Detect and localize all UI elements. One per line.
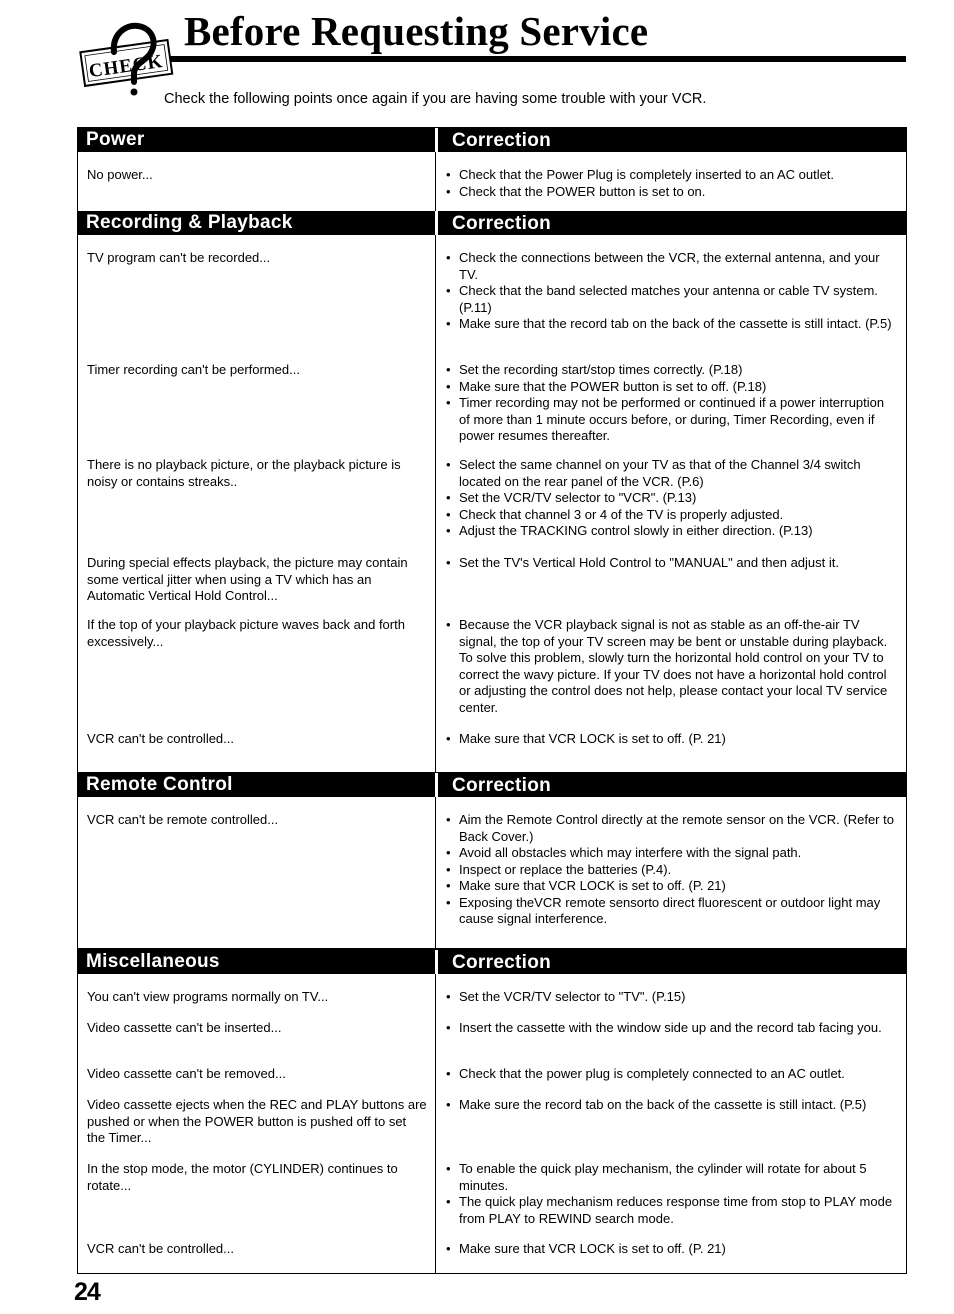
correction-list — [446, 1241, 898, 1258]
miscellaneous-table — [77, 949, 907, 1274]
column-divider — [435, 152, 436, 212]
correction-item: • Adjust the TRACKING control slowly in either direction. (P.13) — [446, 523, 898, 540]
correction-item: • Make sure the record tab on the back of the cassette is still intact. (P.5) — [446, 1097, 898, 1114]
problem-text: Video cassette can't be removed... — [87, 1066, 286, 1081]
power-table — [77, 127, 907, 213]
correction-item: • Select the same channel on your TV as that of the Channel 3/4 switch located on the rear panel of the VCR. (P.6) — [446, 457, 898, 490]
problem-text: In the stop mode, the motor (CYLINDER) continues to rotate... — [87, 1161, 398, 1193]
problem-text: No power... — [87, 167, 153, 182]
correction-item: • Check that the Power Plug is completely inserted to an AC outlet. — [446, 167, 898, 184]
correction-list — [446, 555, 898, 572]
correction-list — [446, 812, 898, 928]
problem-text: Timer recording can't be performed... — [87, 362, 300, 377]
problem-text: During special effects playback, the picture may contain some vertical jitter when using a TV which has an Automatic Vertical Hold Control... — [87, 555, 408, 603]
correction-list — [446, 617, 898, 716]
correction-item: • Check that channel 3 or 4 of the TV is properly adjusted. — [446, 507, 898, 524]
correction-item: • Exposing theVCR remote sensorto direct fluorescent or outdoor light may cause signal interference. — [446, 895, 898, 928]
correction-item: • Because the VCR playback signal is not as stable as an off-the-air TV signal, the top of your TV screen may be bent or unstable during playback. To solve this problem, slowly turn the horizontal hold control on your TV to correct the wavy picture. If your TV does not have a horizontal hold control or adjusting the control does not help, please contact your local TV service center. — [446, 617, 898, 716]
title-underline — [170, 56, 906, 62]
recording-playback-table — [77, 211, 907, 774]
problem-text: VCR can't be controlled... — [87, 731, 234, 746]
check-logo-icon — [76, 16, 178, 98]
section-heading-remote-control: Remote Control — [86, 774, 233, 795]
power-body — [78, 152, 906, 212]
correction-list — [446, 1066, 898, 1083]
correction-heading: Correction — [435, 211, 906, 235]
remote-control-table — [77, 772, 907, 949]
correction-item: • Set the recording start/stop times correctly. (P.18) — [446, 362, 898, 379]
miscellaneous-header — [78, 950, 906, 974]
correction-list — [446, 731, 898, 748]
page-title: Before Requesting Service — [184, 8, 649, 54]
problem-text: TV program can't be recorded... — [87, 250, 271, 265]
correction-list — [446, 989, 898, 1006]
problem-text: Video cassette can't be inserted... — [87, 1020, 282, 1035]
column-divider — [435, 235, 436, 773]
column-divider — [435, 974, 436, 1273]
correction-heading: Correction — [435, 773, 906, 797]
correction-item: • Check that the power plug is completely connected to an AC outlet. — [446, 1066, 898, 1083]
correction-item: • Check the connections between the VCR, the external antenna, and your TV. — [446, 250, 898, 283]
page-number: 24 — [74, 1278, 100, 1306]
correction-item: • Make sure that VCR LOCK is set to off. (P. 21) — [446, 731, 898, 748]
remote-control-header — [78, 773, 906, 797]
problem-text: If the top of your playback picture waves back and forth excessively... — [87, 617, 405, 649]
correction-item: • Set the VCR/TV selector to "TV". (P.15) — [446, 989, 898, 1006]
correction-item: • Make sure that the record tab on the back of the cassette is still intact. (P.5) — [446, 316, 898, 333]
correction-item: • Insert the cassette with the window side up and the record tab facing you. — [446, 1020, 898, 1037]
correction-item: • To enable the quick play mechanism, the cylinder will rotate for about 5 minutes. — [446, 1161, 898, 1194]
column-divider — [435, 797, 436, 948]
correction-list — [446, 250, 898, 333]
recording-playback-header — [78, 211, 906, 235]
correction-list — [446, 1161, 898, 1227]
correction-item: • Make sure that VCR LOCK is set to off. (P. 21) — [446, 878, 898, 895]
correction-list — [446, 457, 898, 540]
correction-list — [446, 167, 898, 200]
miscellaneous-body — [78, 974, 906, 1273]
correction-item: • Timer recording may not be performed or continued if a power interruption of more than 1 minute occurs before, or during, Timer Recording, even if power resumes thereafter. — [446, 395, 898, 445]
recording-playback-body — [78, 235, 906, 773]
correction-item: • Aim the Remote Control directly at the remote sensor on the VCR. (Refer to Back Cover.) — [446, 812, 898, 845]
problem-text: Video cassette ejects when the REC and PLAY buttons are pushed or when the POWER button is pushed off to set the Timer... — [87, 1097, 427, 1145]
correction-list — [446, 1020, 898, 1037]
correction-item: • Check that the band selected matches your antenna or cable TV system. (P.11) — [446, 283, 898, 316]
correction-heading: Correction — [435, 950, 906, 974]
problem-text: VCR can't be controlled... — [87, 1241, 234, 1256]
correction-item: • Inspect or replace the batteries (P.4). — [446, 862, 898, 879]
section-heading-power: Power — [86, 129, 145, 150]
correction-list — [446, 1097, 898, 1114]
section-heading-recording-playback: Recording & Playback — [86, 212, 293, 233]
check-logo-text: CHECK — [87, 50, 165, 83]
correction-item: • The quick play mechanism reduces response time from stop to PLAY mode from PLAY to REWIND search mode. — [446, 1194, 898, 1227]
remote-control-body — [78, 797, 906, 948]
power-header — [78, 128, 906, 152]
problem-text: You can't view programs normally on TV... — [87, 989, 329, 1004]
correction-item: • Make sure that VCR LOCK is set to off. (P. 21) — [446, 1241, 898, 1258]
problem-text: VCR can't be remote controlled... — [87, 812, 279, 827]
section-heading-miscellaneous: Miscellaneous — [86, 951, 220, 972]
intro-text: Check the following points once again if you are having some trouble with your VCR. — [164, 91, 707, 107]
correction-item: • Make sure that the POWER button is set to off. (P.18) — [446, 379, 898, 396]
correction-item: • Set the VCR/TV selector to "VCR". (P.13) — [446, 490, 898, 507]
problem-text: There is no playback picture, or the playback picture is noisy or contains streaks.. — [87, 457, 401, 489]
correction-item: • Avoid all obstacles which may interfere with the signal path. — [446, 845, 898, 862]
correction-item: • Set the TV's Vertical Hold Control to "MANUAL" and then adjust it. — [446, 555, 898, 572]
correction-list — [446, 362, 898, 445]
correction-heading: Correction — [435, 128, 906, 152]
correction-item: • Check that the POWER button is set to on. — [446, 184, 898, 201]
